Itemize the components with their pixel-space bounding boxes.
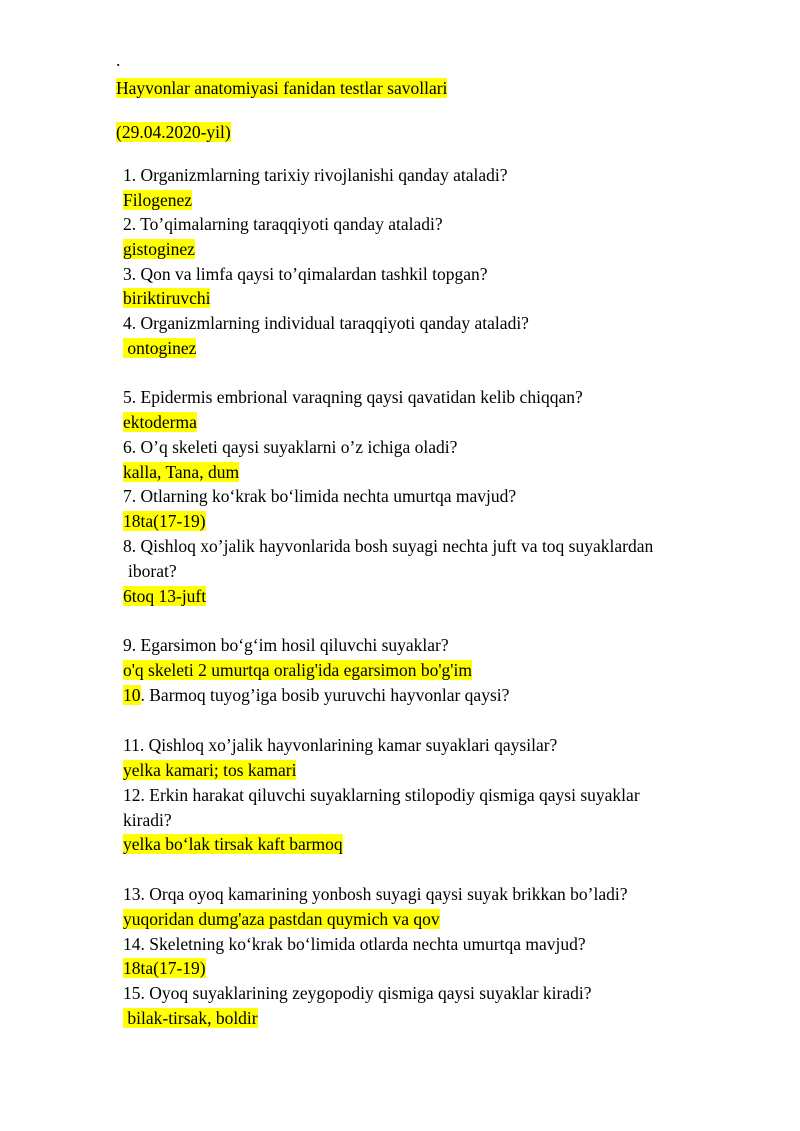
answer-1 [123, 188, 192, 212]
question-13: 13. Orqa oyoq kamarining yonbosh suyagi qaysi suyak brikkan bo’ladi? [123, 884, 628, 904]
document-title [116, 76, 447, 100]
question-8-line-2: iborat? [128, 561, 177, 581]
answer-3 [123, 286, 210, 310]
answer-4 [123, 336, 196, 360]
answer-15 [123, 1006, 258, 1030]
question-8-line-1: 8. Qishloq xo’jalik hayvonlarida bosh suyagi nechta juft va toq suyaklardan [123, 536, 654, 556]
answer-15-highlight [123, 1008, 258, 1028]
answer-6-highlight: kalla, Tana, dum [123, 462, 240, 482]
answer-1-highlight: Filogenez [123, 190, 193, 210]
answer-11-highlight: yelka kamari; tos kamari [123, 760, 297, 780]
date-highlight: (29.04.2020-yil) [116, 122, 231, 142]
leading-dot: . [116, 50, 121, 70]
answer-7-highlight: 18ta(17-19) [123, 511, 206, 531]
answer-15-text: bilak-tirsak, boldir [127, 1008, 258, 1028]
question-3: 3. Qon va limfa qaysi to’qimalardan tashkil topgan? [123, 264, 488, 284]
question-4: 4. Organizmlarning individual taraqqiyoti qanday ataladi? [123, 313, 529, 333]
question-6: 6. O’q skeleti qaysi suyaklarni o’z ichiga oladi? [123, 437, 458, 457]
answer-12 [123, 832, 343, 856]
question-12-line-1: 12. Erkin harakat qiluvchi suyaklarning stilopodiy qismiga qaysi suyaklar [123, 785, 640, 805]
answer-2-highlight: gistoginez [123, 239, 195, 259]
answer-6 [123, 460, 239, 484]
question-15: 15. Oyoq suyaklarining zeygopodiy qismiga qaysi suyaklar kiradi? [123, 983, 592, 1003]
answer-3-highlight: biriktiruvchi [123, 288, 211, 308]
question-1: 1. Organizmlarning tarixiy rivojlanishi qanday ataladi? [123, 165, 508, 185]
answer-12-highlight: yelka bo‘lak tirsak kaft barmoq [123, 834, 343, 854]
title-highlight: Hayvonlar anatomiyasi fanidan testlar savollari [116, 78, 448, 98]
answer-13-highlight: yuqoridan dumg'aza pastdan quymich va qov [123, 909, 440, 929]
answer-2 [123, 237, 195, 261]
question-2: 2. To’qimalarning taraqqiyoti qanday ataladi? [123, 214, 443, 234]
answer-4-text: ontoginez [127, 338, 197, 358]
question-7: 7. Otlarning ko‘krak bo‘limida nechta umurtqa mavjud? [123, 486, 517, 506]
answer-11 [123, 758, 296, 782]
answer-13 [123, 907, 440, 931]
answer-4-highlight [123, 338, 196, 358]
question-5: 5. Epidermis embrional varaqning qaysi qavatidan kelib chiqqan? [123, 387, 583, 407]
question-12-line-2: kiradi? [123, 810, 172, 830]
answer-5-highlight: ektoderma [123, 412, 197, 432]
question-10 [123, 683, 509, 707]
answer-9-highlight: o'q skeleti 2 umurtqa oralig'ida egarsimon bo'g'im [123, 660, 472, 680]
answer-14 [123, 956, 206, 980]
question-11: 11. Qishloq xo’jalik hayvonlarining kamar suyaklari qaysilar? [123, 735, 558, 755]
answer-8 [123, 584, 206, 608]
answer-7 [123, 509, 206, 533]
question-9: 9. Egarsimon bo‘g‘im hosil qiluvchi suyaklar? [123, 635, 449, 655]
question-14: 14. Skeletning ko‘krak bo‘limida otlarda nechta umurtqa mavjud? [123, 934, 586, 954]
answer-5 [123, 410, 197, 434]
answer-8-highlight: 6toq 13-juft [123, 586, 207, 606]
answer-14-highlight: 18ta(17-19) [123, 958, 206, 978]
document-date [116, 120, 231, 144]
question-10-number: 10 [123, 685, 141, 705]
answer-9 [123, 658, 472, 682]
question-10-text: . Barmoq tuyog’iga bosib yuruvchi hayvonlar qaysi? [140, 685, 510, 705]
